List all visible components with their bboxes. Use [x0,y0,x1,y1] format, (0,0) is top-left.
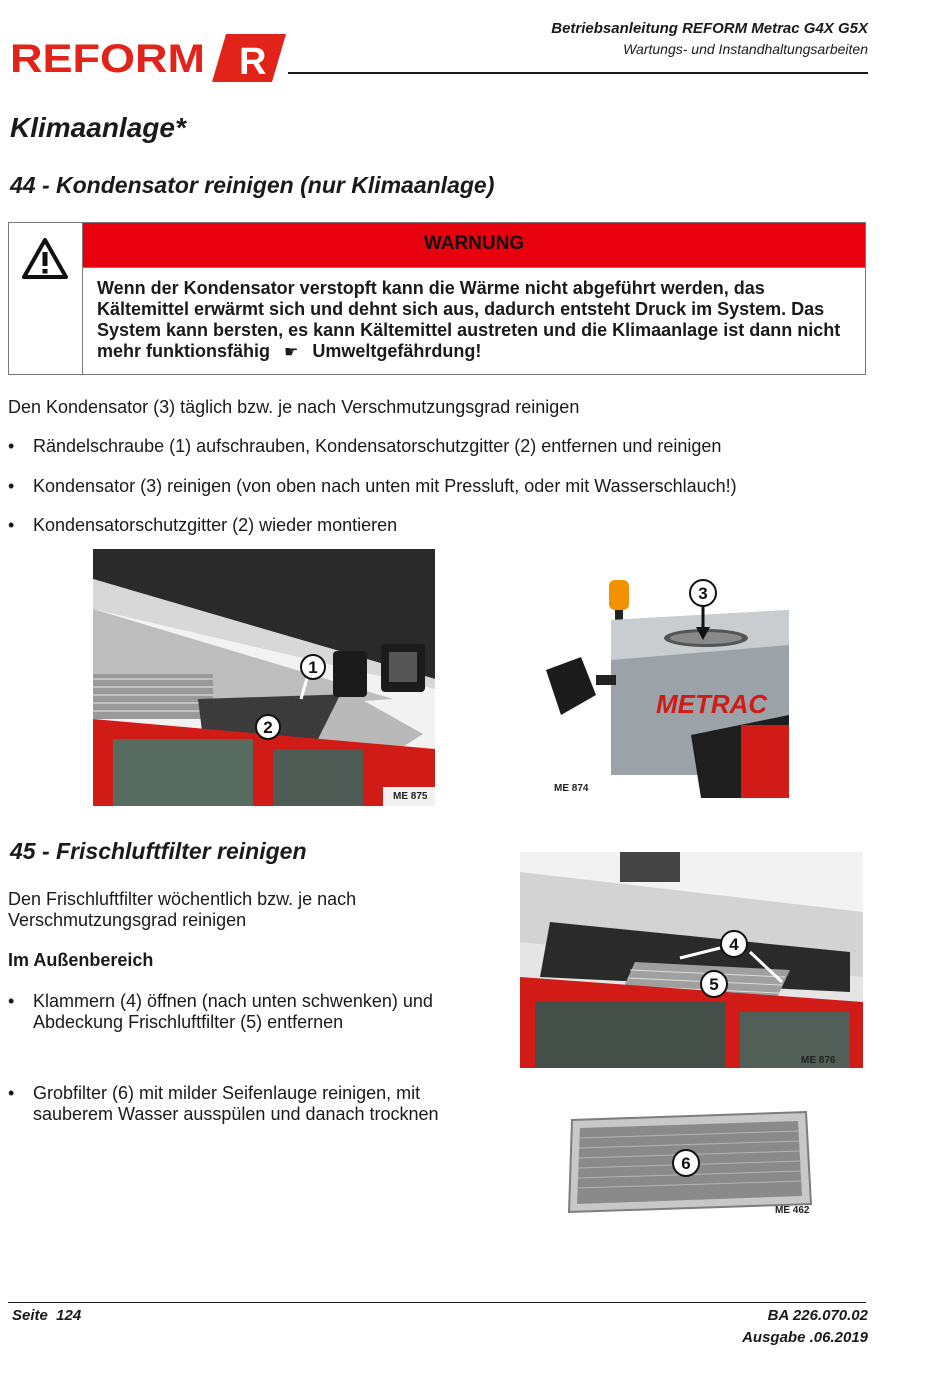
callout-3: 3 [698,584,708,603]
list-item: • Kondensatorschutzgitter (2) wieder montieren [8,515,398,535]
bullet-text: Rändelschraube (1) aufschrauben, Kondensatorschutzgitter (2) entfernen und reinigen [33,436,722,456]
section-45-intro-line2: Verschmutzungsgrad reinigen [8,910,247,930]
list-item: • Kondensator (3) reinigen (von oben nach unten mit Pressluft, oder mit Wasserschlauch!) [8,476,737,496]
header-rule [288,72,868,74]
section-45-intro-line1: Den Frischluftfilter wöchentlich bzw. je nach [8,889,357,909]
warning-text-end: Umweltgefährdung! [312,341,482,361]
metrac-brand: METRAC [656,689,768,719]
photo-caption: ME 874 [554,783,589,794]
callout-6: 6 [681,1154,691,1173]
page-title: Klimaanlage* [10,112,186,143]
warning-text-main: Wenn der Kondensator verstopft kann die Wärme nicht abgeführt werden, das Kältemittel erwärmt sich und dehnt sich aus, dadurch entsteht Druck im System. Das System kann bersten, es kann Kältemittel austreten und die Klimaanlage ist dann nicht mehr funktionsfähig [97,278,841,361]
bullet-line: sauberem Wasser ausspülen und danach trocknen [33,1104,439,1124]
bullet-text: Kondensatorschutzgitter (2) wieder montieren [33,515,398,535]
section-45-subheading: Im Außenbereich [8,950,154,970]
bullet-line: Klammern (4) öffnen (nach unten schwenken) und [33,991,433,1011]
bullet-line: Grobfilter (6) mit milder Seifenlauge reinigen, mit [33,1083,421,1103]
section-45-intro [8,889,356,931]
pointing-hand-icon: ☛ [284,344,299,361]
list-item: • Klammern (4) öffnen (nach unten schwenken) und Abdeckung Frischluftfilter (5) entfernen [8,991,433,1032]
reform-logo [10,34,290,84]
bullet-text [33,1083,439,1125]
photo-coarse-filter [566,1108,816,1220]
list-item: • Grobfilter (6) mit milder Seifenlauge reinigen, mit sauberem Wasser ausspülen und danach trocknen [8,1083,439,1124]
callout-2: 2 [263,718,273,737]
document-number: BA 226.070.02 [767,1307,868,1324]
photo-caption: ME 876 [801,1055,836,1066]
section-44-intro: Den Kondensator (3) täglich bzw. je nach Verschmutzungsgrad reinigen [8,397,580,417]
warning-box [8,222,866,375]
logo-wordmark: REFORM [10,37,206,81]
section-45-heading: 45 - Frischluftfilter reinigen [10,838,307,864]
photo-caption: ME 462 [775,1205,810,1216]
warning-triangle-icon [21,237,69,281]
footer-rule [8,1302,866,1303]
callout-4: 4 [729,935,739,954]
header-subtitle: Wartungs- und Instandhaltungsarbeiten [623,41,868,57]
warning-icon-cell [9,223,83,374]
bullet-text: Kondensator (3) reinigen (von oben nach unten mit Pressluft, oder mit Wasserschlauch!) [33,476,737,496]
section-44-heading: 44 - Kondensator reinigen (nur Klimaanlage) [10,172,495,198]
edition: Ausgabe .06.2019 [742,1329,868,1346]
logo-letter: R [239,41,267,83]
callout-5: 5 [709,975,719,994]
photo-fresh-air-filter [520,852,863,1068]
callout-1: 1 [308,658,318,677]
list-item: • Rändelschraube (1) aufschrauben, Kondensatorschutzgitter (2) entfernen und reinigen [8,436,722,456]
photo-condenser-grille [93,549,435,806]
photo-caption: ME 875 [393,791,428,802]
warning-label: WARNUNG [83,223,865,268]
page-number: Seite 124 [12,1307,82,1324]
header-title: Betriebsanleitung REFORM Metrac G4X G5X [551,20,868,37]
photo-condenser-roof [541,575,789,798]
warning-text [97,278,853,363]
bullet-text [33,991,433,1033]
bullet-line: Abdeckung Frischluftfilter (5) entfernen [33,1012,344,1032]
